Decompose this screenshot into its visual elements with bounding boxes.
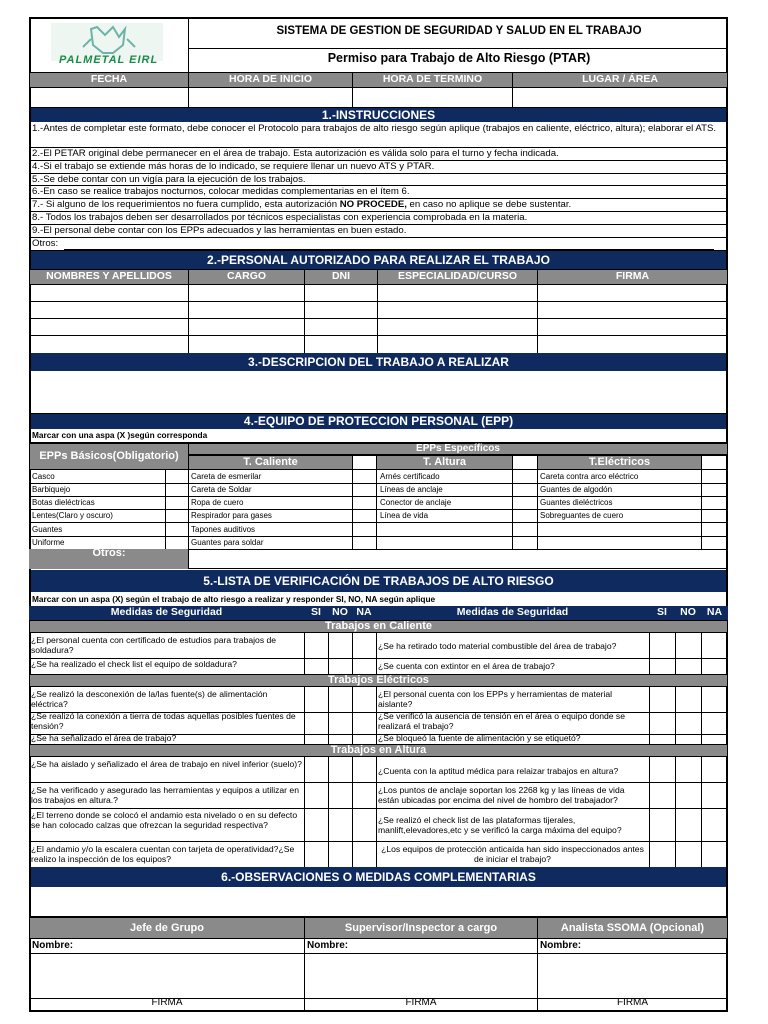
field-hora-inicio-label: HORA DE INICIO	[188, 72, 353, 88]
sign-role-jefe: Jefe de Grupo	[29, 917, 305, 939]
col-si-left: SI	[311, 606, 321, 618]
instruction-item: 6.-En caso se realice trabajos nocturnos, colocar medidas complementarias en el ítem 6.	[29, 186, 728, 199]
checklist-question: ¿Se bloqueó la fuente de alimentación y se etiquetó?	[378, 733, 581, 743]
checklist-question: ¿Se ha señalizado el área de trabajo?	[31, 733, 177, 743]
col-no-left: NO	[332, 606, 348, 618]
instruction-item: 1.-Antes de completar este formato, debe conocer el Protocolo para trabajos de alto riesgo según aplique (trabajos en caliente, eléctrico, altura); elaborar el ATS.	[29, 122, 728, 148]
col-na-right: NA	[706, 606, 723, 618]
checklist-title: 5.-LISTA DE VERIFICACIÓN DE TRABAJOS DE ALTO RIESGO	[29, 570, 728, 592]
epp-basic-item: Uniforme	[32, 538, 65, 547]
epp-title: 4.-EQUIPO DE PROTECCION PERSONAL (EPP)	[29, 414, 728, 429]
system-title: SISTEMA DE GESTION DE SEGURIDAD Y SALUD EN EL TRABAJO	[276, 25, 642, 37]
col-nombres: NOMBRES Y APELLIDOS	[29, 269, 189, 285]
checklist-question: ¿Se ha retirado todo material combustible del área de trabajo?	[378, 641, 617, 651]
epp-hot-item: Tapones auditivos	[191, 525, 256, 534]
col-no-right: NO	[680, 606, 696, 618]
epp-hot-item: Ropa de cuero	[191, 498, 244, 507]
checklist-question: ¿Cuenta con la aptitud médica para relaizar trabajos en altura?	[378, 766, 619, 776]
field-fecha-label: FECHA	[29, 72, 189, 88]
instructions-others[interactable]: Otros:	[29, 238, 728, 251]
logo-text: PALMETAL EIRL	[59, 54, 159, 66]
instruction-item: 8.- Todos los trabajos deben ser desarrollados por técnicos especialistas con experiencia comprobada en la materia.	[29, 212, 728, 225]
epp-hot-item: Careta de Soldar	[191, 485, 252, 494]
firma-label: FIRMA	[151, 997, 183, 1008]
epp-basic-item: Barbiquejo	[32, 485, 71, 494]
epp-note: Marcar con una aspa (X )según corresponda	[32, 430, 208, 440]
col-cargo: CARGO	[188, 269, 305, 285]
checklist-question: ¿Se realizó la conexión a tierra de todas aquellas posibles fuentes de tensión?	[31, 711, 296, 731]
checklist-question: ¿El personal cuenta con certificado de estudios para trabajos de soldadura?	[31, 635, 277, 655]
checklist-question: ¿Se ha realizado el check list el equipo de soldadura?	[31, 659, 237, 669]
instruction-item: 2.-El PETAR original debe permanecer en el área de trabajo. Esta autorización es válida solo para el turno y fecha indicada.	[29, 148, 728, 161]
sign-role-analista: Analista SSOMA (Opcional)	[537, 917, 728, 939]
checklist-question: ¿Se ha verificado y asegurado las herramientas y equipos a utilizar en los trabajos en altura.?	[31, 785, 299, 805]
checklist-question: ¿Los equipos de protección anticaída han sido inspeccionados antes de iniciar el trabajo?	[381, 844, 644, 864]
col-measures-right: Medidas de Seguridad	[456, 606, 569, 618]
instruction-item-7: 7.- Si alguno de los requerimientos no fuera cumplido, esta autorización NO PROCEDE, en caso no aplique se debe sustentar.	[29, 199, 728, 212]
hora-termino-input[interactable]	[352, 87, 513, 108]
epp-basic-item: Casco	[32, 472, 55, 481]
epp-basic-item: Botas dieléctricas	[32, 498, 95, 507]
checklist-question: ¿Se realizó la desconexión de la/las fuente(s) de alimentación eléctrica?	[31, 689, 268, 709]
sign-name-label: Nombre:	[540, 940, 582, 951]
checklist-height-title: Trabajos en Altura	[29, 744, 728, 757]
description-title: 3.-DESCRIPCION DEL TRABAJO A REALIZAR	[29, 353, 728, 371]
instruction-item: 4.-Si el trabajo se extiende más horas de lo indicado, se requiere llenar un nuevo ATS y PTAR.	[29, 161, 728, 174]
checklist-hot-title: Trabajos en Caliente	[29, 620, 728, 633]
epp-elec-item: Careta contra arco eléctrico	[540, 472, 639, 481]
firma-label: FIRMA	[616, 997, 649, 1008]
field-lugar-label: LUGAR / ÁREA	[512, 72, 728, 88]
epp-basic-title: EPPs Básicos(Obligatorio)	[29, 443, 189, 470]
checklist-question: ¿Se ha aislado y señalizado el área de trabajo en nivel inferior (suelo)?	[31, 759, 302, 769]
fecha-input[interactable]	[29, 87, 189, 108]
epp-hot-title: T. Caliente	[188, 455, 353, 470]
personnel-title: 2.-PERSONAL AUTORIZADO PARA REALIZAR EL TRABAJO	[29, 251, 728, 269]
epp-hot-item: Guantes para soldar	[191, 538, 264, 547]
description-area[interactable]	[29, 371, 728, 414]
instructions-title: 1.-INSTRUCCIONES	[29, 108, 728, 122]
checklist-question: ¿El personal cuenta con los EPPs y herramientas de material aislante?	[378, 689, 613, 709]
hora-inicio-input[interactable]	[188, 87, 353, 108]
col-measures-left: Medidas de Seguridad	[110, 606, 223, 618]
col-especialidad: ESPECIALIDAD/CURSO	[377, 269, 538, 285]
epp-others-input[interactable]	[188, 549, 728, 569]
epp-height-item: Línea de vida	[380, 511, 429, 520]
checklist-question: ¿Se cuenta con extintor en el área de trabajo?	[378, 661, 555, 671]
epp-height-item: Arnés certificado	[380, 472, 440, 481]
sign-role-supervisor: Supervisor/Inspector a cargo	[304, 917, 538, 939]
epp-elec-item: Guantes de algodón	[540, 485, 613, 494]
epp-hot-item: Respirador para gases	[191, 511, 272, 520]
col-na-left: NA	[356, 606, 372, 618]
col-si-right: SI	[657, 606, 667, 618]
col-dni: DNI	[304, 269, 378, 285]
epp-height-item: Conector de anclaje	[380, 498, 452, 507]
field-hora-termino-label: HORA DE TERMINO	[352, 72, 513, 88]
epp-basic-item: Guantes	[32, 525, 63, 534]
sign-name-label: Nombre:	[32, 940, 74, 951]
permit-title: Permiso para Trabajo de Alto Riesgo (PTAR)	[327, 51, 591, 65]
epp-others-label: Otros:	[29, 549, 189, 569]
instruction-item: 9.-El personal debe contar con los EPPs adecuados y las herramientas en buen estado.	[29, 225, 728, 238]
epp-specific-title: EPPs Específicos	[188, 443, 728, 455]
epp-elec-item: Guantes dieléctricos	[540, 498, 613, 507]
personnel-table-body[interactable]	[29, 285, 728, 353]
instruction-item: 5.-Se debe contar con un vigía para la ejecución de los trabajos.	[29, 174, 728, 186]
epp-basic-item: Lentes(Claro y oscuro)	[32, 511, 113, 520]
epp-hot-item: Careta de esmerilar	[191, 472, 262, 481]
checklist-question: ¿El andamio y/o la escalera cuentan con tarjeta de operatividad?¿Se realizo la inspección de los equipos?	[31, 844, 295, 864]
epp-height-title: T. Altura	[376, 455, 513, 470]
checklist-note: Marcar con un aspa (X) según el trabajo de alto riesgo a realizar y responder SI, NO, NA según aplique	[32, 594, 436, 604]
logo-area	[29, 17, 189, 72]
checklist-elec-title: Trabajos Eléctricos	[29, 674, 728, 687]
lugar-input[interactable]	[512, 87, 728, 108]
observations-title: 6.-OBSERVACIONES O MEDIDAS COMPLEMENTARIAS	[29, 867, 728, 887]
checklist-question: ¿El terreno donde se colocó el andamio esta nivelado o en su defecto se han colocado calzas que ofrezcan la seguridad respectiva?	[31, 810, 298, 830]
col-firma: FIRMA	[537, 269, 728, 285]
epp-height-item: Líneas de anclaje	[380, 485, 443, 494]
epp-grid[interactable]	[29, 470, 728, 550]
checklist-question: ¿Se realizó el check list de las plataformas tijerales, manlift,elevadores,etc y se verificó la carga máxima del equipo?	[378, 815, 622, 835]
epp-elec-title: T.Eléctricos	[537, 455, 702, 470]
epp-elec-item: Sobreguantes de cuero	[540, 511, 624, 520]
checklist-question: ¿Se verificó la ausencia de tensión en el área o equipo donde se realizará el trabajo?	[378, 711, 625, 731]
sign-name-label: Nombre:	[307, 940, 349, 951]
checklist-question: ¿Los puntos de anclaje soportan los 2268 kg y las líneas de vida están ubicadas por encima del nivel de hombro del trabajador?	[378, 785, 625, 805]
firma-label: FIRMA	[405, 997, 437, 1008]
observations-area[interactable]	[29, 887, 728, 917]
